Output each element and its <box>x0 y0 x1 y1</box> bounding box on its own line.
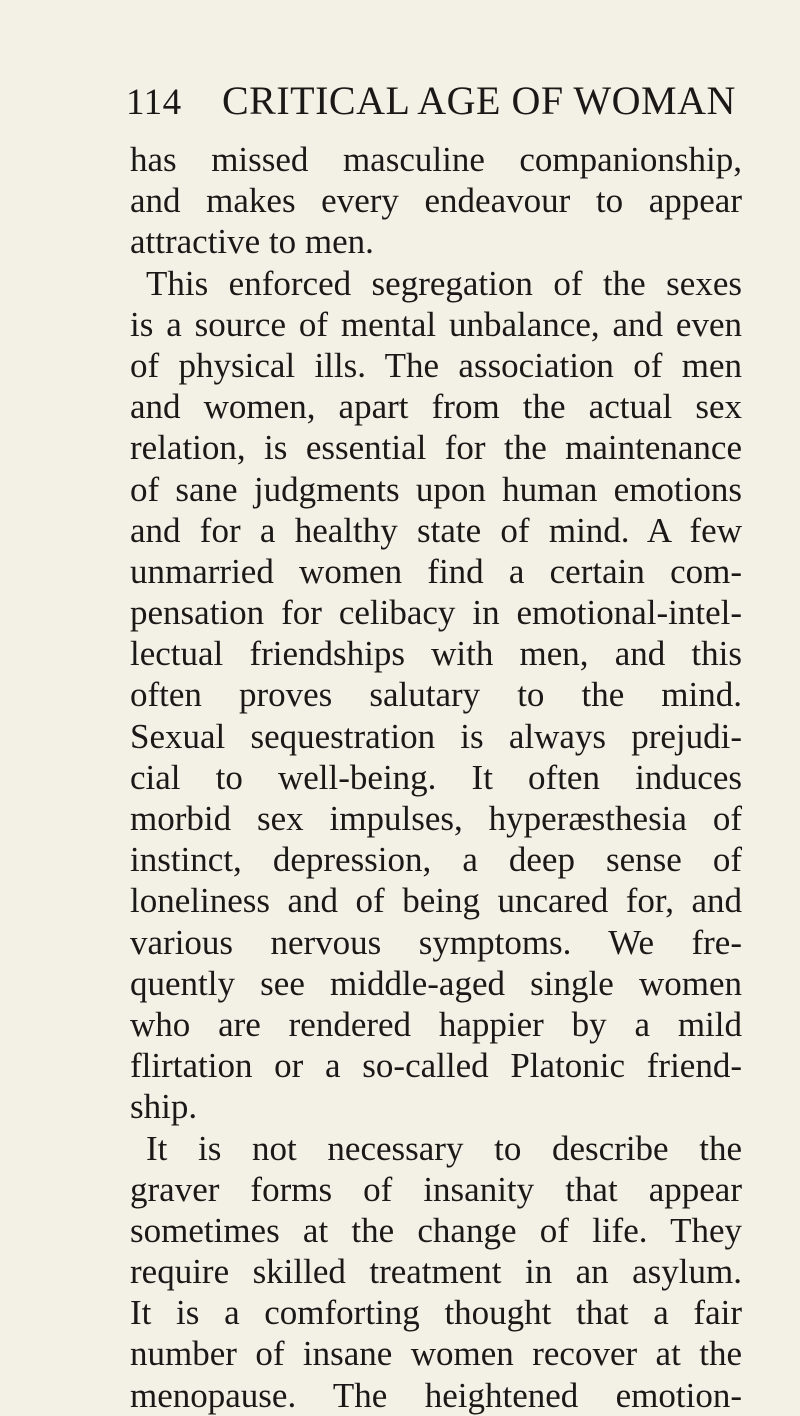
text-line: is a source of mental unbalance, and even <box>130 304 742 344</box>
running-head <box>126 76 740 126</box>
text-line: pensation for celibacy in emotional-intel- <box>130 593 742 633</box>
text-line: number of insane women recover at the <box>130 1334 742 1374</box>
text-line: graver forms of insanity that appear <box>130 1169 742 1209</box>
text-line: quently see middle-aged single women <box>130 963 742 1003</box>
text-line: ship. <box>130 1087 198 1127</box>
text-line: unmarried women find a certain com- <box>130 551 742 591</box>
text-line: Sexual sequestration is always prejudi- <box>130 716 742 756</box>
text-line: of sane judgments upon human emotions <box>130 469 742 509</box>
text-line: relation, is essential for the maintenance <box>130 428 742 468</box>
text-line: It is a comforting thought that a fair <box>130 1293 742 1333</box>
body-text <box>130 139 742 1416</box>
text-line: sometimes at the change of life. They <box>130 1210 742 1250</box>
text-line: various nervous symptoms. We fre- <box>130 922 742 962</box>
text-line: and for a healthy state of mind. A few <box>130 510 742 550</box>
text-line: loneliness and of being uncared for, and <box>130 881 742 921</box>
text-line: often proves salutary to the mind. <box>130 675 742 715</box>
text-line: of physical ills. The association of men <box>130 345 742 385</box>
text-line: attractive to men. <box>130 222 374 262</box>
text-line: morbid sex impulses, hyperæsthesia of <box>130 799 742 838</box>
text-line: cial to well-being. It often induces <box>130 757 742 797</box>
page-number: 114 <box>126 82 182 123</box>
text-line: flirtation or a so-called Platonic friend- <box>130 1046 742 1086</box>
text-line: lectual friendships with men, and this <box>130 634 742 674</box>
text-line: and women, apart from the actual sex <box>130 387 742 427</box>
text-line: This enforced segregation of the sexes <box>146 263 742 303</box>
text-line: has missed masculine companionship, <box>130 140 742 179</box>
text-line: menopause. The heightened emotion- <box>130 1375 742 1415</box>
text-line: and makes every endeavour to appear <box>130 181 742 221</box>
text-line: instinct, depression, a deep sense of <box>130 840 742 880</box>
running-title: CRITICAL AGE OF WOMAN <box>222 78 736 123</box>
text-line: It is not necessary to describe the <box>146 1128 742 1168</box>
text-line: require skilled treatment in an asylum. <box>130 1252 742 1292</box>
text-line: who are rendered happier by a mild <box>130 1004 742 1044</box>
